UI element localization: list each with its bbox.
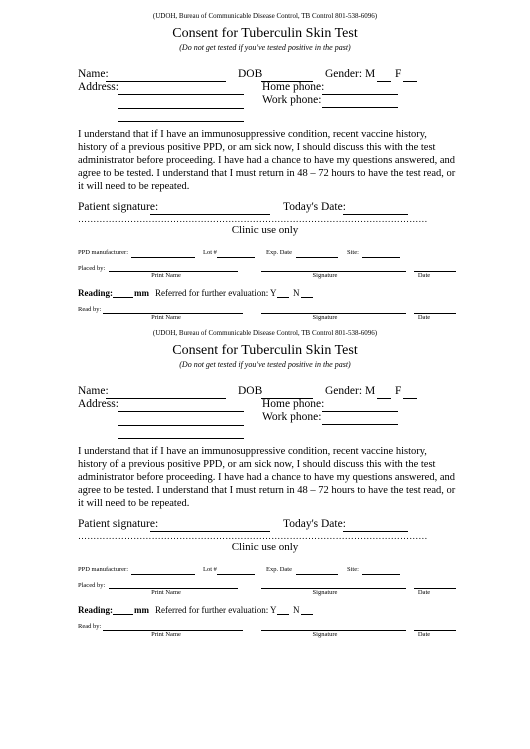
exp-date-label: Exp. Date: [266, 249, 292, 256]
address-label: Address:: [78, 398, 119, 410]
home-phone-label: Home phone:: [262, 398, 325, 410]
name-field[interactable]: [106, 81, 226, 82]
mm-label: mm: [134, 605, 149, 615]
gender-male-label: M: [365, 385, 376, 397]
gender-female-field[interactable]: [403, 398, 417, 399]
referred-no-field[interactable]: [301, 297, 313, 298]
work-phone-label: Work phone:: [262, 94, 322, 106]
work-phone-field[interactable]: [322, 424, 398, 425]
form-subtitle: (Do not get tested if you've tested positive in the past): [179, 360, 351, 369]
address-line-2[interactable]: [118, 425, 244, 426]
referred-yes-field[interactable]: [277, 297, 289, 298]
consent-form-2: [0, 325, 530, 645]
referred-yes-field[interactable]: [277, 614, 289, 615]
home-phone-label: Home phone:: [262, 81, 325, 93]
consent-form-1: [0, 8, 530, 328]
read-by-label: Read by:: [78, 623, 102, 630]
gender-male-field[interactable]: [377, 81, 391, 82]
site-field[interactable]: [362, 574, 400, 575]
ppd-manufacturer-label: PPD manufacturer:: [78, 566, 129, 573]
referred-no-field[interactable]: [301, 614, 313, 615]
ppd-manufacturer-field[interactable]: [131, 574, 195, 575]
gender-female-field[interactable]: [403, 81, 417, 82]
referred-yes-label: Y: [270, 605, 277, 615]
reading-field[interactable]: [113, 614, 133, 615]
address-label: Address:: [78, 81, 119, 93]
form-title: Consent for Tuberculin Skin Test: [172, 343, 358, 358]
work-phone-label: Work phone:: [262, 411, 322, 423]
address-line-3[interactable]: [118, 438, 244, 439]
home-phone-field[interactable]: [322, 94, 398, 95]
form-title: Consent for Tuberculin Skin Test: [172, 26, 358, 41]
date-caption: Date: [417, 631, 431, 638]
name-field[interactable]: [106, 398, 226, 399]
print-name-caption: Print Name: [151, 272, 181, 279]
print-name-caption: Print Name: [151, 631, 181, 638]
name-label: Name:: [78, 68, 109, 80]
address-line-1[interactable]: [118, 411, 244, 412]
placed-by-label: Placed by:: [78, 265, 106, 272]
date-caption: Date: [417, 589, 431, 596]
clinic-use-heading: Clinic use only: [231, 224, 299, 236]
date-caption: Date: [417, 314, 431, 321]
exp-date-field[interactable]: [296, 574, 338, 575]
clinic-use-heading: Clinic use only: [231, 541, 299, 553]
home-phone-field[interactable]: [322, 411, 398, 412]
address-line-2[interactable]: [118, 108, 244, 109]
signature-caption: Signature: [312, 631, 338, 638]
patient-signature-label: Patient signature:: [78, 201, 159, 213]
ppd-manufacturer-field[interactable]: [131, 257, 195, 258]
consent-paragraph: I understand that if I have an immunosuppressive condition, recent vaccine history, history of a previous positive PPD, or am sick now, I should discuss this with the test administrator before proceeding. I have had a chance to have my questions answered, and agree to be tested. I understand that I must return in 48 – 72 hours to have the test read, or it will need to be repeated.: [78, 129, 456, 192]
signature-caption: Signature: [312, 314, 338, 321]
gender-label: Gender:: [325, 385, 363, 397]
gender-male-field[interactable]: [377, 398, 391, 399]
mm-label: mm: [134, 288, 149, 298]
read-by-label: Read by:: [78, 306, 102, 313]
dob-label: DOB: [238, 385, 263, 397]
exp-date-label: Exp. Date: [266, 566, 292, 573]
reading-label: Reading:: [78, 288, 114, 298]
dob-label: DOB: [238, 68, 263, 80]
address-line-1[interactable]: [118, 94, 244, 95]
address-line-3[interactable]: [118, 121, 244, 122]
reading-field[interactable]: [113, 297, 133, 298]
referred-label: Referred for further evaluation:: [155, 288, 269, 298]
consent-paragraph: I understand that if I have an immunosuppressive condition, recent vaccine history, history of a previous positive PPD, or am sick now, I should discuss this with the test administrator before proceeding. I have had a chance to have my questions answered, and agree to be tested. I understand that I must return in 48 – 72 hours to have the test read, or it will need to be repeated.: [78, 446, 456, 509]
lot-label: Lot #: [203, 249, 217, 256]
gender-female-label: F: [395, 385, 402, 397]
print-name-caption: Print Name: [151, 589, 181, 596]
referred-label: Referred for further evaluation:: [155, 605, 269, 615]
lot-label: Lot #: [203, 566, 217, 573]
reading-label: Reading:: [78, 605, 114, 615]
signature-caption: Signature: [312, 272, 338, 279]
form-subtitle: (Do not get tested if you've tested positive in the past): [179, 43, 351, 52]
site-label: Site:: [347, 249, 359, 256]
site-field[interactable]: [362, 257, 400, 258]
referred-no-label: N: [293, 288, 300, 298]
gender-female-label: F: [395, 68, 402, 80]
site-label: Site:: [347, 566, 359, 573]
referred-yes-label: Y: [270, 288, 277, 298]
form-header: (UDOH, Bureau of Communicable Disease Control, TB Control 801-538-6096): [152, 12, 378, 20]
print-name-caption: Print Name: [151, 314, 181, 321]
dotted-separator: ……………………………………………………………………………………………………: [78, 214, 428, 224]
placed-by-label: Placed by:: [78, 582, 106, 589]
form-header: (UDOH, Bureau of Communicable Disease Control, TB Control 801-538-6096): [152, 329, 378, 337]
work-phone-field[interactable]: [322, 107, 398, 108]
date-caption: Date: [417, 272, 431, 279]
name-label: Name:: [78, 385, 109, 397]
todays-date-label: Today's Date:: [283, 201, 346, 213]
exp-date-field[interactable]: [296, 257, 338, 258]
dotted-separator: ……………………………………………………………………………………………………: [78, 531, 428, 541]
todays-date-label: Today's Date:: [283, 518, 346, 530]
lot-field[interactable]: [217, 574, 255, 575]
ppd-manufacturer-label: PPD manufacturer:: [78, 249, 129, 256]
gender-male-label: M: [365, 68, 376, 80]
gender-label: Gender:: [325, 68, 363, 80]
signature-caption: Signature: [312, 589, 338, 596]
lot-field[interactable]: [217, 257, 255, 258]
patient-signature-label: Patient signature:: [78, 518, 159, 530]
referred-no-label: N: [293, 605, 300, 615]
